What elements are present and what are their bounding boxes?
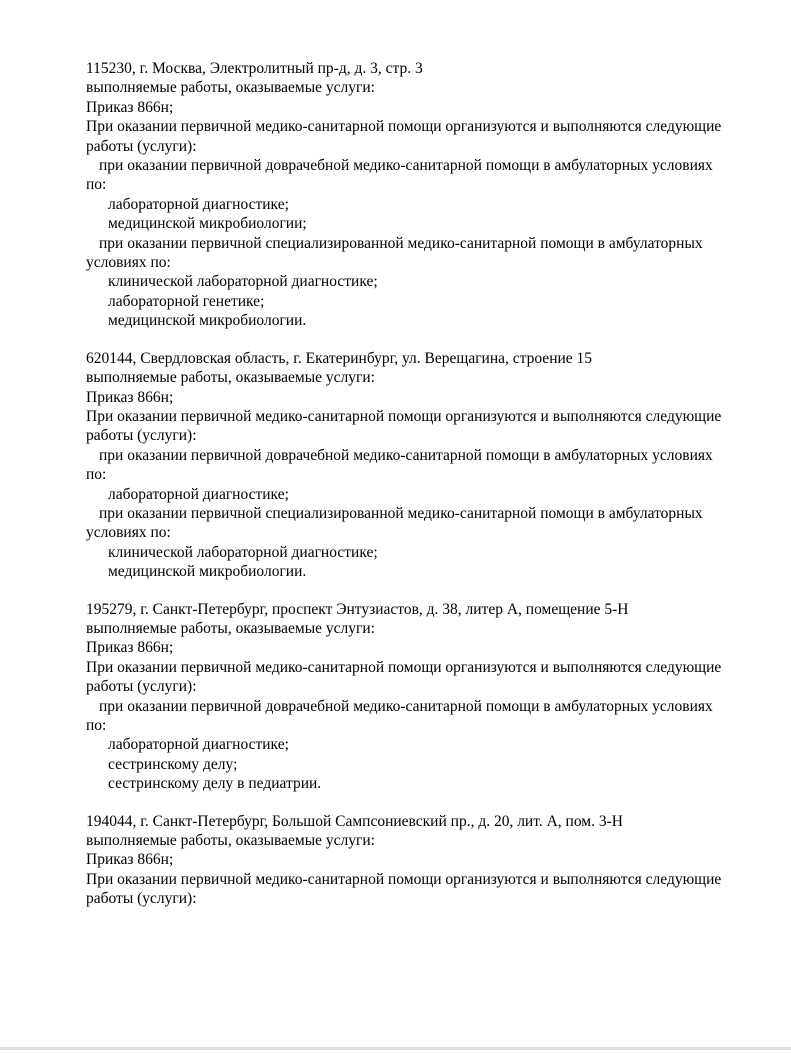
text-line: лабораторной генетике; xyxy=(108,292,265,310)
text-line: лабораторной диагностике; xyxy=(108,195,289,213)
text-line: работы (услуги): xyxy=(86,890,197,908)
text-line: по: xyxy=(86,717,107,734)
text-line: клинической лабораторной диагностике; xyxy=(108,543,378,561)
text-line: При оказании первичной медико-санитарной помощи организуются и выполняются следующие xyxy=(86,658,722,676)
text-line: При оказании первичной медико-санитарной помощи организуются и выполняются следующие xyxy=(86,118,722,136)
document-body xyxy=(86,59,746,927)
text-line: Приказ 866н; xyxy=(86,388,174,406)
text-line: медицинской микробиологии. xyxy=(108,312,307,330)
text-line: при оказании первичной специализированной медико-санитарной помощи в амбулаторных xyxy=(99,234,703,252)
text-line: работы (услуги): xyxy=(86,137,197,155)
text-line: при оказании первичной доврачебной медико-санитарной помощи в амбулаторных условиях xyxy=(99,697,713,715)
license-address-block xyxy=(86,349,746,582)
text-line: клинической лабораторной диагностике; xyxy=(108,273,378,291)
text-line: лабораторной диагностике; xyxy=(108,485,289,503)
text-line: При оказании первичной медико-санитарной помощи организуются и выполняются следующие xyxy=(86,870,722,888)
text-line: при оказании первичной доврачебной медико-санитарной помощи в амбулаторных условиях xyxy=(99,157,713,175)
text-line: при оказании первичной доврачебной медико-санитарной помощи в амбулаторных условиях xyxy=(99,446,713,464)
address-line: 620144, Свердловская область, г. Екатеринбург, ул. Верещагина, строение 15 xyxy=(86,349,593,367)
address-line: 115230, г. Москва, Электролитный пр-д, д. 3, стр. 3 xyxy=(86,60,423,77)
text-line: условиях по: xyxy=(86,524,171,542)
text-line: лабораторной диагностике; xyxy=(108,736,289,754)
text-line: по: xyxy=(86,466,107,484)
license-address-block xyxy=(86,59,746,331)
text-line: работы (услуги): xyxy=(86,427,197,445)
text-line: выполняемые работы, оказываемые услуги: xyxy=(86,832,375,850)
address-line: 194044, г. Санкт-Петербург, Большой Сампсониевский пр., д. 20, лит. А, пом. 3-Н xyxy=(86,812,623,830)
license-address-block xyxy=(86,600,746,794)
text-line: выполняемые работы, оказываемые услуги: xyxy=(86,369,375,387)
text-line: Приказ 866н; xyxy=(86,639,174,657)
text-line: Приказ 866н; xyxy=(86,98,174,116)
address-line: 195279, г. Санкт-Петербург, проспект Энтузиастов, д. 38, литер А, помещение 5-Н xyxy=(86,600,629,618)
bottom-divider xyxy=(0,1047,791,1050)
text-line: медицинской микробиологии. xyxy=(108,563,307,581)
text-line: выполняемые работы, оказываемые услуги: xyxy=(86,619,375,637)
text-line: выполняемые работы, оказываемые услуги: xyxy=(86,79,375,97)
text-line: при оказании первичной специализированной медико-санитарной помощи в амбулаторных xyxy=(99,504,703,522)
text-line: по: xyxy=(86,176,107,194)
text-line: Приказ 866н; xyxy=(86,851,174,869)
text-line: условиях по: xyxy=(86,254,171,272)
text-line: сестринскому делу; xyxy=(108,755,238,773)
text-line: сестринскому делу в педиатрии. xyxy=(108,775,322,793)
text-line: При оказании первичной медико-санитарной помощи организуются и выполняются следующие xyxy=(86,407,722,425)
text-line: медицинской микробиологии; xyxy=(108,215,307,233)
text-line: работы (услуги): xyxy=(86,678,197,696)
license-address-block xyxy=(86,812,746,909)
